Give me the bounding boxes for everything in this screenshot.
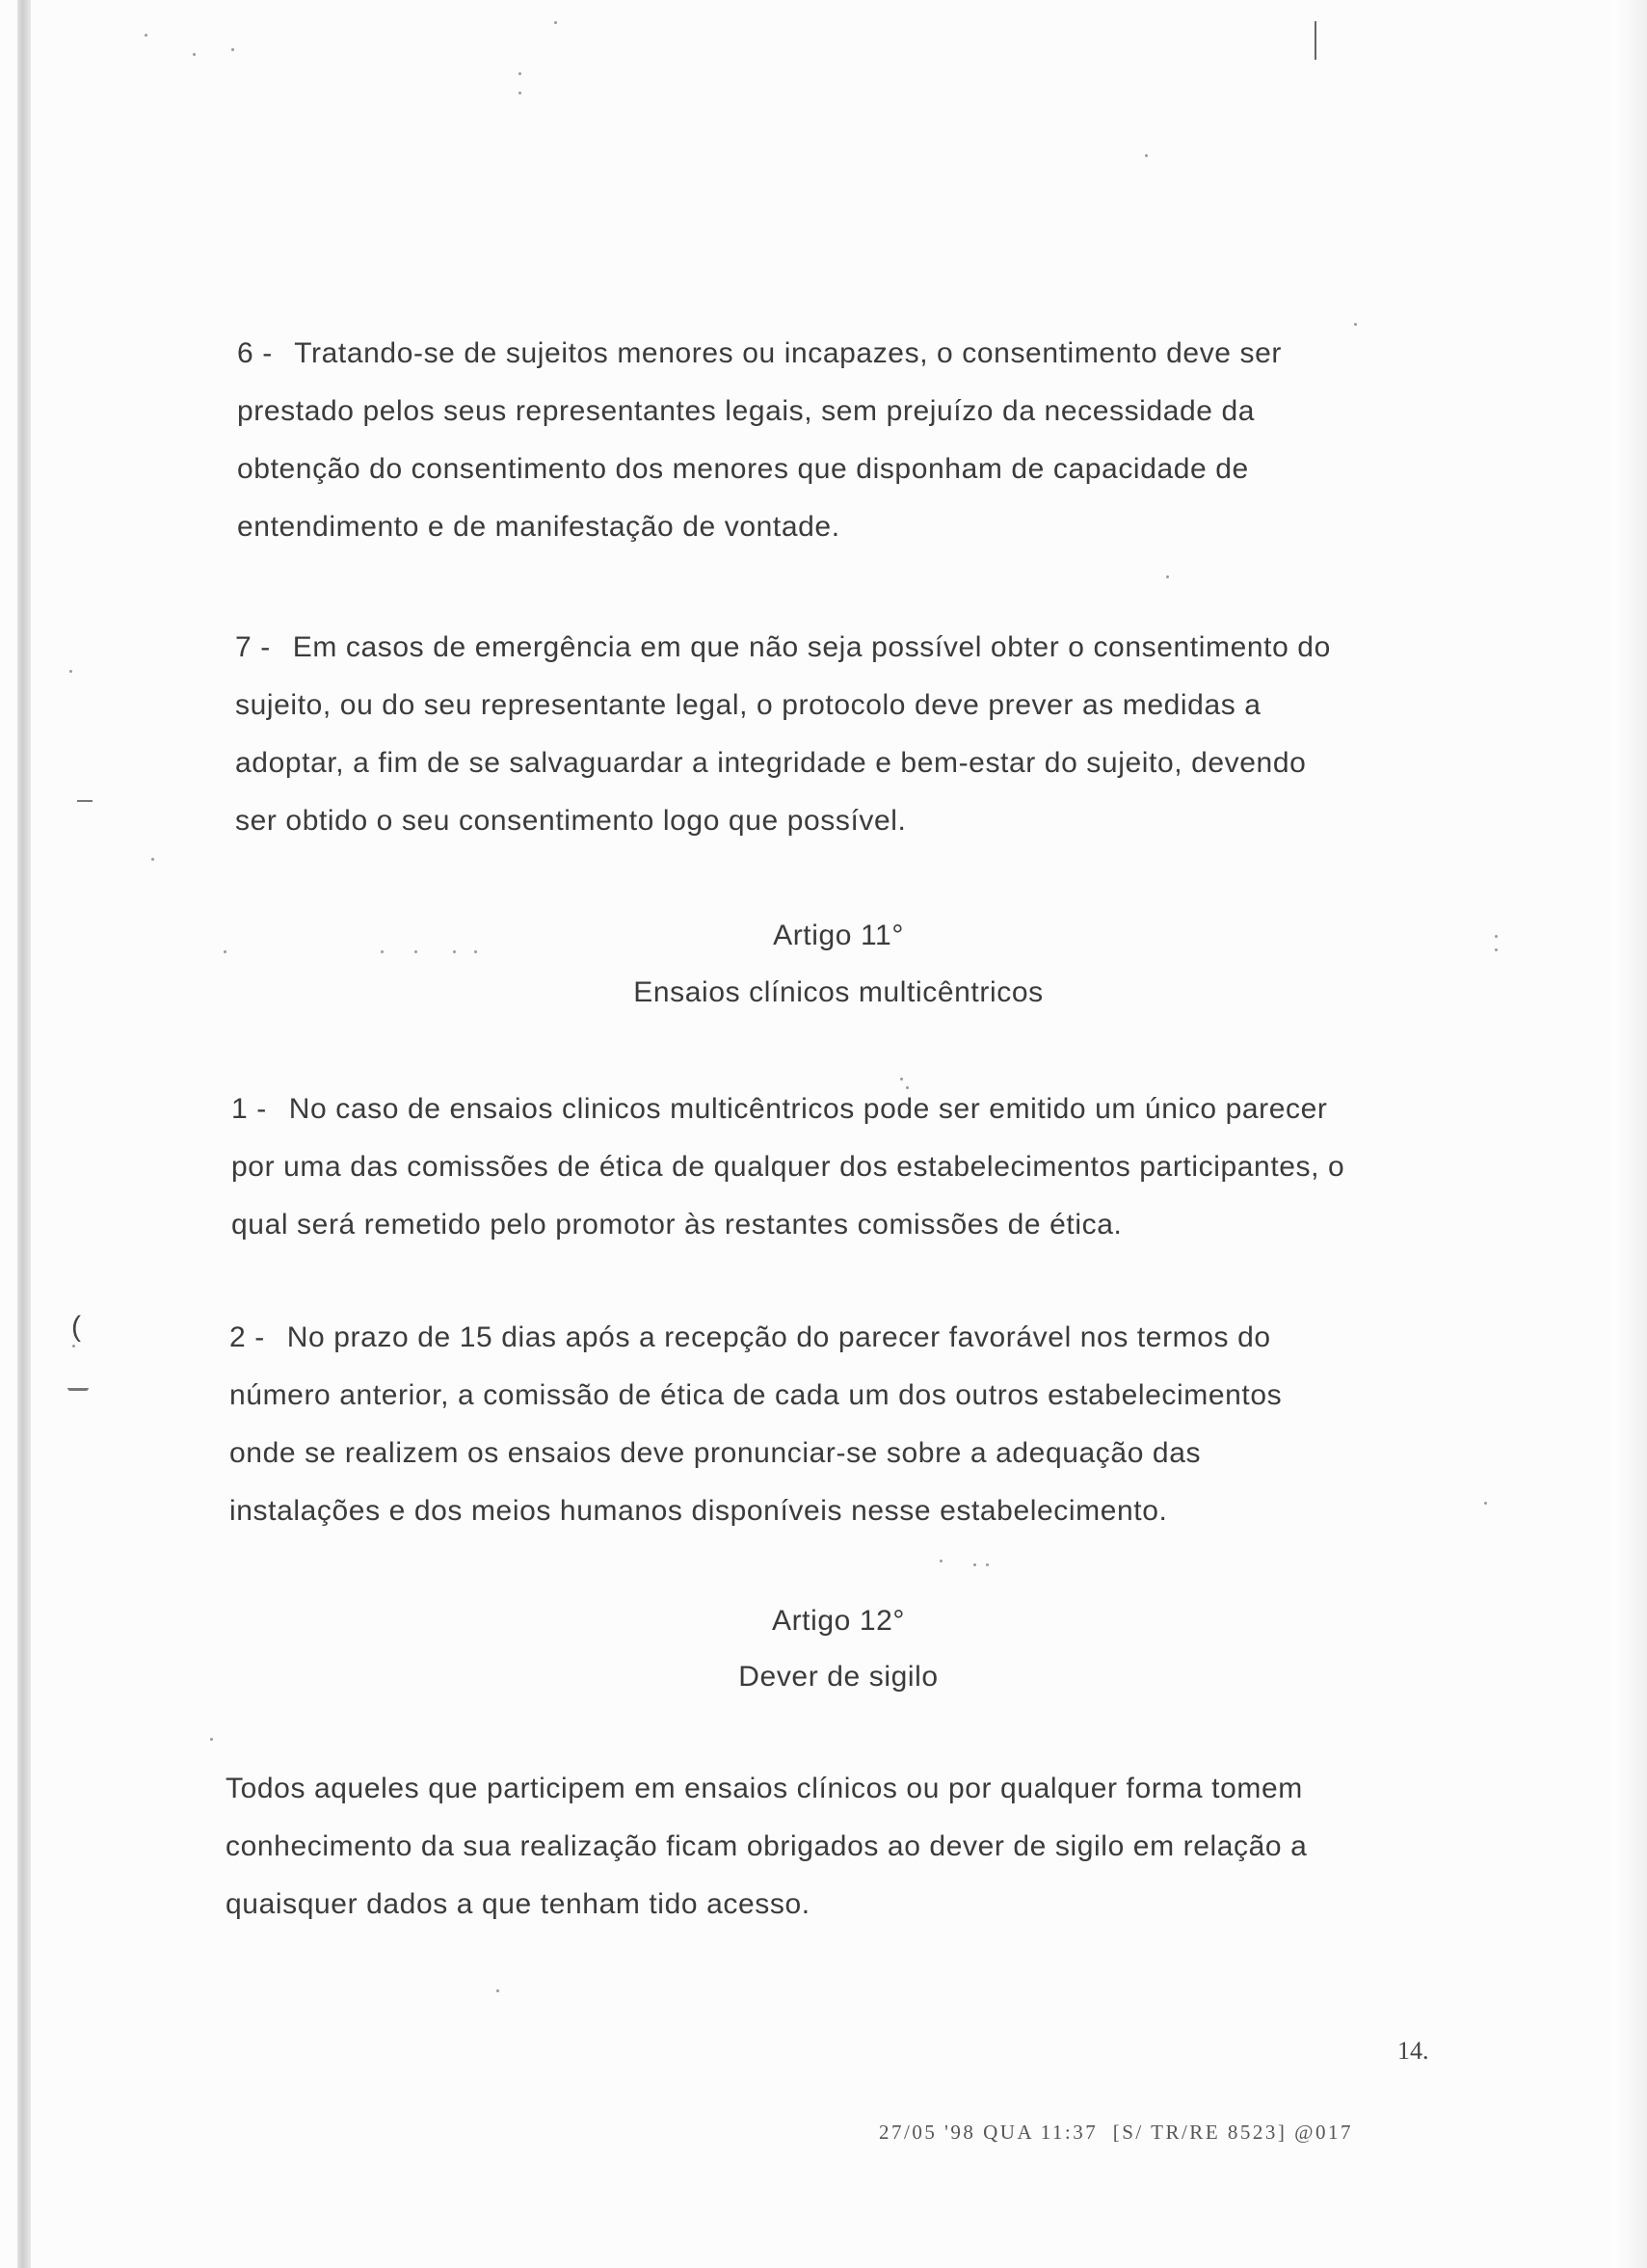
paragraph-line: prestado pelos seus representantes legais, sem prejuízo da necessidade da — [237, 395, 1256, 427]
article-11-title: Ensaios clínicos multicêntricos — [633, 976, 1044, 1008]
scan-speck — [224, 950, 226, 953]
scan-speck — [69, 670, 72, 673]
paragraph-line: entendimento e de manifestação de vontade. — [237, 511, 840, 543]
scan-speck — [474, 950, 477, 953]
paragraph-line: adoptar, a fim de se salvaguardar a integridade e bem-estar do sujeito, devendo — [235, 747, 1307, 779]
scan-speck — [453, 950, 456, 953]
line-text: Tratando-se de sujeitos menores ou incapazes, o consentimento deve ser — [294, 337, 1282, 369]
paragraph-line: ser obtido o seu consentimento logo que possível. — [235, 805, 907, 837]
scan-speck — [906, 1086, 909, 1089]
article-11-paragraph-2 — [229, 1309, 1442, 1540]
scan-speck — [1166, 575, 1169, 578]
paragraph-line: por uma das comissões de ética de qualquer dos estabelecimentos participantes, o — [231, 1151, 1345, 1183]
scan-edge-left — [17, 0, 31, 2268]
scan-speck — [381, 950, 384, 953]
scan-speck — [193, 53, 196, 56]
scan-speck — [986, 1563, 989, 1566]
paragraph-line — [229, 1309, 1442, 1367]
paragraph-number: 7 - — [235, 631, 271, 663]
scan-mark — [77, 800, 93, 802]
article-12-number: Artigo 12° — [771, 1605, 906, 1637]
scan-speck — [496, 1989, 499, 1992]
scan-speck — [1354, 323, 1357, 326]
paragraph-line: instalações e dos meios humanos disponíveis nesse estabelecimento. — [229, 1495, 1168, 1527]
paragraph-7 — [235, 619, 1448, 850]
scan-speck — [973, 1563, 976, 1566]
paragraph-line: quaisquer dados a que tenham tido acesso. — [226, 1888, 810, 1920]
scan-speck — [414, 950, 417, 953]
paragraph-line: sujeito, ou do seu representante legal, o protocolo deve prever as medidas a — [235, 689, 1262, 721]
scan-speck — [554, 21, 557, 24]
scan-mark — [1315, 21, 1316, 60]
line-text: No prazo de 15 dias após a recepção do parecer favorável nos termos do — [286, 1321, 1271, 1353]
scan-speck — [900, 1078, 903, 1081]
scan-edge-right — [1612, 0, 1647, 2268]
scan-speck — [231, 48, 234, 51]
paragraph-line: onde se realizem os ensaios deve pronunciar-se sobre a adequação das — [229, 1437, 1202, 1469]
line-text: No caso de ensaios clinicos multicêntricos pode ser emitido um único parecer — [288, 1093, 1328, 1125]
paragraph-number: 2 - — [229, 1321, 265, 1353]
paragraph-number: 6 - — [237, 337, 273, 369]
scan-mark — [67, 1388, 89, 1391]
scan-speck — [145, 34, 147, 37]
paragraph-number: 1 - — [231, 1093, 267, 1125]
scan-speck — [1495, 948, 1498, 951]
scan-speck — [1484, 1502, 1487, 1505]
scan-speck — [72, 1345, 75, 1347]
fax-transmission-footer: 27/05 '98 QUA 11:37 [S/ TR/RE 8523] @017 — [879, 2121, 1353, 2144]
article-12-title: Dever de sigilo — [738, 1661, 939, 1693]
scan-speck — [210, 1738, 213, 1741]
paragraph-line — [235, 619, 1448, 677]
scan-speck — [1495, 935, 1498, 938]
paragraph-line: número anterior, a comissão de ética de cada um dos outros estabelecimentos — [229, 1379, 1283, 1411]
paragraph-line: conhecimento da sua realização ficam obrigados ao dever de sigilo em relação a — [226, 1830, 1308, 1862]
paragraph-line: obtenção do consentimento dos menores que disponham de capacidade de — [237, 453, 1249, 485]
scan-speck — [518, 72, 521, 75]
paragraph-6 — [237, 325, 1449, 556]
paragraph-line: qual será remetido pelo promotor às restantes comissões de ética. — [231, 1209, 1123, 1241]
scan-speck — [940, 1560, 943, 1562]
paragraph-line — [237, 325, 1449, 383]
paragraph-line — [231, 1081, 1444, 1138]
scan-speck — [151, 858, 154, 861]
scan-mark: ( — [71, 1311, 81, 1343]
page-number: 14. — [1397, 2037, 1429, 2065]
line-text: Em casos de emergência em que não seja possível obter o consentimento do — [292, 631, 1331, 663]
article-12-paragraph — [226, 1760, 1442, 1934]
article-11-paragraph-1 — [231, 1081, 1444, 1254]
scan-speck — [518, 92, 521, 94]
article-11-number: Artigo 11° — [773, 920, 904, 951]
paragraph-line: Todos aqueles que participem em ensaios clínicos ou por qualquer forma tomem — [226, 1773, 1303, 1804]
scan-speck — [1145, 154, 1148, 157]
